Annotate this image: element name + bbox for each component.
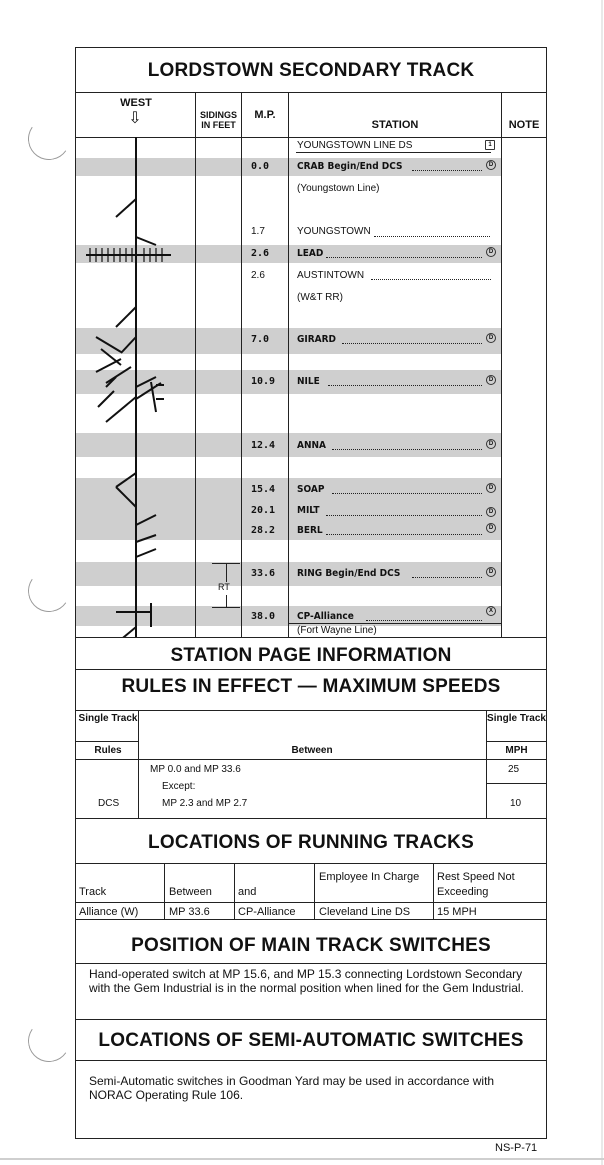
section-title: POSITION OF MAIN TRACK SWITCHES xyxy=(131,935,491,956)
divider xyxy=(76,863,546,864)
page-bottom-edge xyxy=(0,1158,604,1160)
dot-leader xyxy=(326,257,482,258)
note-symbol: D xyxy=(486,247,496,257)
milepost: 7.0 xyxy=(251,334,270,345)
station-name: YOUNGSTOWN xyxy=(297,226,371,237)
siding-label: RT xyxy=(218,582,230,592)
dot-leader xyxy=(366,620,482,621)
divider xyxy=(76,963,546,964)
track-diagram xyxy=(76,137,195,637)
milepost: 28.2 xyxy=(251,525,276,536)
divider xyxy=(76,1060,546,1061)
milepost: 2.6 xyxy=(251,270,265,281)
siding-bar xyxy=(226,595,227,607)
mp-header: M.P. xyxy=(254,109,276,121)
binder-hole xyxy=(25,567,74,616)
page-edge xyxy=(601,0,603,1165)
station-name: RING Begin/End DCS xyxy=(297,568,401,579)
track-header: Track xyxy=(79,886,107,898)
semi-auto-text: Semi-Automatic switches in Goodman Yard may be used in accordance with NORAC Operating Rule 106. xyxy=(89,1074,495,1102)
single-track-header: Single Track xyxy=(78,713,138,724)
station-name: AUSTINTOWN xyxy=(297,270,365,281)
column-line xyxy=(234,863,235,919)
dot-leader xyxy=(326,534,482,535)
divider xyxy=(76,92,546,93)
station-note: (Fort Wayne Line) xyxy=(297,625,377,636)
note-symbol: D xyxy=(486,567,496,577)
milepost: 33.6 xyxy=(251,568,276,579)
siding-bar xyxy=(226,564,227,582)
dot-leader xyxy=(332,449,482,450)
underline xyxy=(288,623,501,624)
milepost: 15.4 xyxy=(251,484,276,495)
dot-leader xyxy=(332,493,482,494)
station-header: STATION xyxy=(371,119,419,131)
employee-value: Cleveland Line DS xyxy=(319,906,411,918)
note-symbol: D xyxy=(486,333,496,343)
divider xyxy=(76,637,546,638)
column-line xyxy=(314,863,315,919)
divider xyxy=(76,741,138,742)
divider xyxy=(76,919,546,920)
station-name: ANNA xyxy=(297,440,326,451)
direction-label: WEST xyxy=(120,97,152,109)
rule-value: DCS xyxy=(98,798,120,809)
milepost: 38.0 xyxy=(251,611,276,622)
column-line xyxy=(501,92,502,637)
dot-leader xyxy=(328,385,482,386)
mph-value: 10 xyxy=(510,798,522,809)
dot-leader xyxy=(412,170,482,171)
column-line xyxy=(164,863,165,919)
mph-header: MPH xyxy=(505,745,528,756)
page-title: LORDSTOWN SECONDARY TRACK xyxy=(147,60,475,81)
station-note: (W&T RR) xyxy=(297,292,343,303)
note-header: NOTE xyxy=(508,119,540,131)
dot-leader xyxy=(326,515,482,516)
column-line xyxy=(433,863,434,919)
divider xyxy=(76,710,546,711)
divider xyxy=(76,902,546,903)
dot-leader xyxy=(342,343,482,344)
station-name: BERL xyxy=(297,525,323,536)
column-line xyxy=(138,710,139,818)
milepost: 0.0 xyxy=(251,161,270,172)
divider xyxy=(76,1019,546,1020)
between-value: MP 2.3 and MP 2.7 xyxy=(162,798,248,809)
siding-bar xyxy=(212,607,240,608)
station-name: GIRARD xyxy=(297,334,337,345)
binder-hole xyxy=(25,1017,74,1066)
divider xyxy=(76,669,546,670)
between-header: Between xyxy=(169,886,212,898)
note-symbol: D xyxy=(486,375,496,385)
section-title: RULES IN EFFECT — MAXIMUM SPEEDS xyxy=(121,676,501,697)
between-header: Between xyxy=(291,745,333,756)
milepost: 12.4 xyxy=(251,440,276,451)
note-symbol: X xyxy=(486,606,496,616)
divider xyxy=(76,759,546,760)
milepost: 2.6 xyxy=(251,248,270,259)
divider xyxy=(486,783,546,784)
note-symbol: D xyxy=(486,439,496,449)
dot-leader xyxy=(412,577,482,578)
note-symbol: D xyxy=(486,523,496,533)
underline xyxy=(296,152,491,153)
station-note: (Youngstown Line) xyxy=(297,183,380,194)
timetable-page xyxy=(75,47,547,1139)
station-name: CRAB Begin/End DCS xyxy=(297,161,403,172)
and-header: and xyxy=(238,886,257,898)
between-value: MP 0.0 and MP 33.6 xyxy=(150,764,241,775)
employee-header: Employee In Charge xyxy=(319,871,420,883)
divider xyxy=(76,818,546,819)
sidings-header: SIDINGS IN FEET xyxy=(199,110,237,130)
section-title: STATION PAGE INFORMATION xyxy=(170,645,452,666)
column-line xyxy=(288,92,289,637)
dot-leader xyxy=(374,236,490,237)
and-value: CP-Alliance xyxy=(238,906,296,918)
divider xyxy=(486,741,546,742)
milepost: 20.1 xyxy=(251,505,276,516)
station-name: CP-Alliance xyxy=(297,611,354,622)
between-value: MP 33.6 xyxy=(169,906,210,918)
rest-speed-value: 15 MPH xyxy=(437,906,477,918)
station-name: NILE xyxy=(297,376,320,387)
page-number: NS-P-71 xyxy=(495,1142,538,1154)
column-line xyxy=(241,92,242,637)
note-symbol: D xyxy=(486,160,496,170)
station-name: LEAD xyxy=(297,248,324,259)
milepost: 1.7 xyxy=(251,226,265,237)
column-line xyxy=(486,710,487,818)
track-value: Alliance (W) xyxy=(79,906,139,918)
main-switches-text: Hand-operated switch at MP 15.6, and MP 15.3 connecting Lordstown Secondary with the Gem Industrial is in the normal position when lined for the Gem Industrial. xyxy=(89,967,524,995)
station-name: YOUNGSTOWN LINE DS xyxy=(297,140,413,151)
section-title: LOCATIONS OF SEMI-AUTOMATIC SWITCHES xyxy=(98,1030,524,1051)
single-track-header: Single Track xyxy=(487,713,546,724)
note-symbol: D xyxy=(486,483,496,493)
binder-hole xyxy=(25,115,74,164)
dot-leader xyxy=(371,279,491,280)
station-name: SOAP xyxy=(297,484,325,495)
down-arrow-icon: ⇩ xyxy=(128,110,142,127)
note-box: 1 xyxy=(485,140,495,150)
station-name: MILT xyxy=(297,505,320,516)
mph-value: 25 xyxy=(508,764,520,775)
except-label: Except: xyxy=(162,781,196,792)
section-title: LOCATIONS OF RUNNING TRACKS xyxy=(148,832,474,853)
milepost: 10.9 xyxy=(251,376,276,387)
column-line xyxy=(195,92,196,637)
rest-speed-header: Rest Speed Not Exceeding xyxy=(437,871,515,898)
rules-header: Rules xyxy=(94,745,122,756)
note-symbol: D xyxy=(486,507,496,517)
